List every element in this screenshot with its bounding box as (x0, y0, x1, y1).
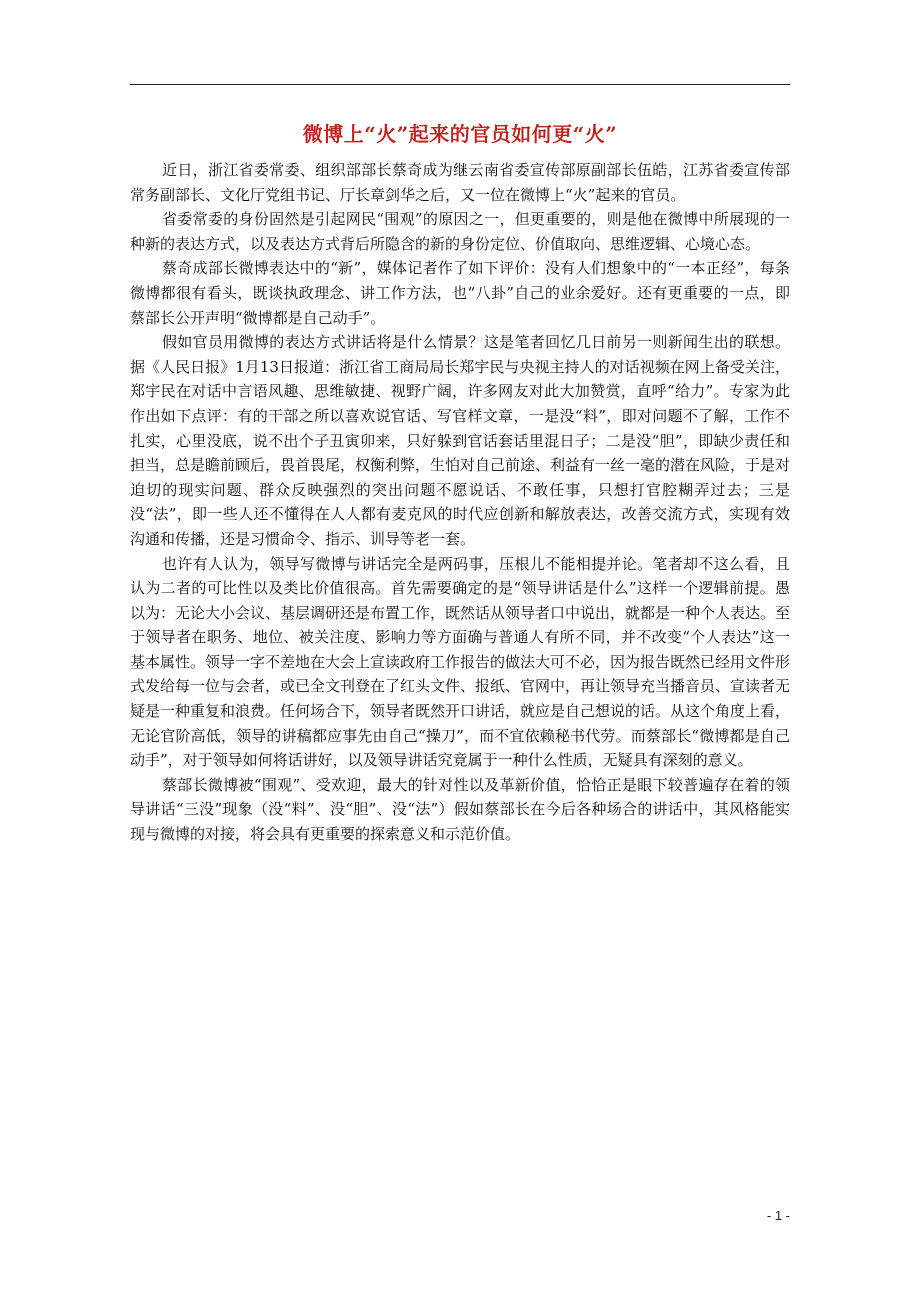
document-title: 微博上“火”起来的官员如何更“火” (302, 122, 618, 146)
header-rule (130, 84, 790, 85)
page-number: - 1 - (766, 1208, 790, 1223)
paragraph-3: 蔡奇成部长微博表达中的“新”，媒体记者作了如下评价：没有人们想象中的“一本正经”，每条微博都很有看头，既谈执政理念、讲工作方法，也“八卦”自己的业余爱好。还有更重要的一点，即蔡部长公开声明“微博都是自己动手”。 (130, 259, 790, 327)
paragraph-4: 假如官员用微博的表达方式讲话将是什么情景？这是笔者回忆几日前另一则新闻生出的联想。据《人民日报》1月13日报道：浙江省工商局局长郑宇民与央视主持人的对话视频在网上备受关注，郑宇民在对话中言语风趣、思维敏捷、视野广阔，许多网友对此大加赞赏，直呼“给力”。专家为此作出如下点评：有的干部之所以喜欢说官话、写官样文章，一是没“料”，即对问题不了解，工作不扎实，心里没底，说不出个子丑寅卯来，只好躲到官话套话里混日子；二是没“胆”，即缺少责任和担当，总是瞻前顾后，畏首畏尾，权衡利弊，生怕对自己前途、利益有一丝一毫的潜在风险，于是对迫切的现实问题、群众反映强烈的突出问题不愿说话、不敢任事，只想打官腔糊弄过去；三是没“法”，即一些人还不懂得在人人都有麦克风的时代应创新和解放表达，改善交流方式，实现有效沟通和传播，还是习惯命令、指示、训导等老一套。 (130, 333, 791, 548)
document-body (130, 158, 790, 847)
paragraph-5: 也许有人认为，领导写微博与讲话完全是两码事，压根儿不能相提并论。笔者却不这么看，且认为二者的可比性以及类比价值很高。首先需要确定的是“领导讲话是什么”这样一个逻辑前提。愚以为：无论大小会议、基层调研还是布置工作，既然话从领导者口中说出，就都是一种个人表达。至于领导者在职务、地位、被关注度、影响力等方面确与普通人有所不同，并不改变“个人表达”这一基本属性。领导一字不差地在大会上宣读政府工作报告的做法大可不必，因为报告既然已经用文件形式发给每一位与会者，或已全文刊登在了红头文件、报纸、官网中，再让领导充当播音员、宣读者无疑是一种重复和浪费。任何场合下，领导者既然开口讲话，就应是自己想说的话。从这个角度上看，无论官阶高低，领导的讲稿都应事先由自己“操刀”，而不宜依赖秘书代劳。而蔡部长“微博都是自己动手”，对于领导如何将话讲好，以及领导讲话究竟属于一种什么性质，无疑具有深刻的意义。 (130, 554, 791, 770)
paragraph-1: 近日，浙江省委常委、组织部部长蔡奇成为继云南省委宣传部原副部长伍皓，江苏省委宣传部常务副部长、文化厅党组书记、厅长章剑华之后，又一位在微博上“火”起来的官员。 (130, 161, 790, 204)
paragraph-2: 省委常委的身份固然是引起网民“围观”的原因之一，但更重要的，则是他在微博中所展现的一种新的表达方式，以及表达方式背后所隐含的新的身份定位、价值取向、思维逻辑、心境心态。 (130, 210, 790, 253)
paragraph-6: 蔡部长微博被“围观”、受欢迎，最大的针对性以及革新价值，恰恰正是眼下较普遍存在着的领导讲话“三没”现象（没“料”、没“胆”、没“法”）假如蔡部长在今后各种场合的讲话中，其风格能实现与微博的对接，将会具有更重要的探索意义和示范价值。 (130, 775, 790, 844)
